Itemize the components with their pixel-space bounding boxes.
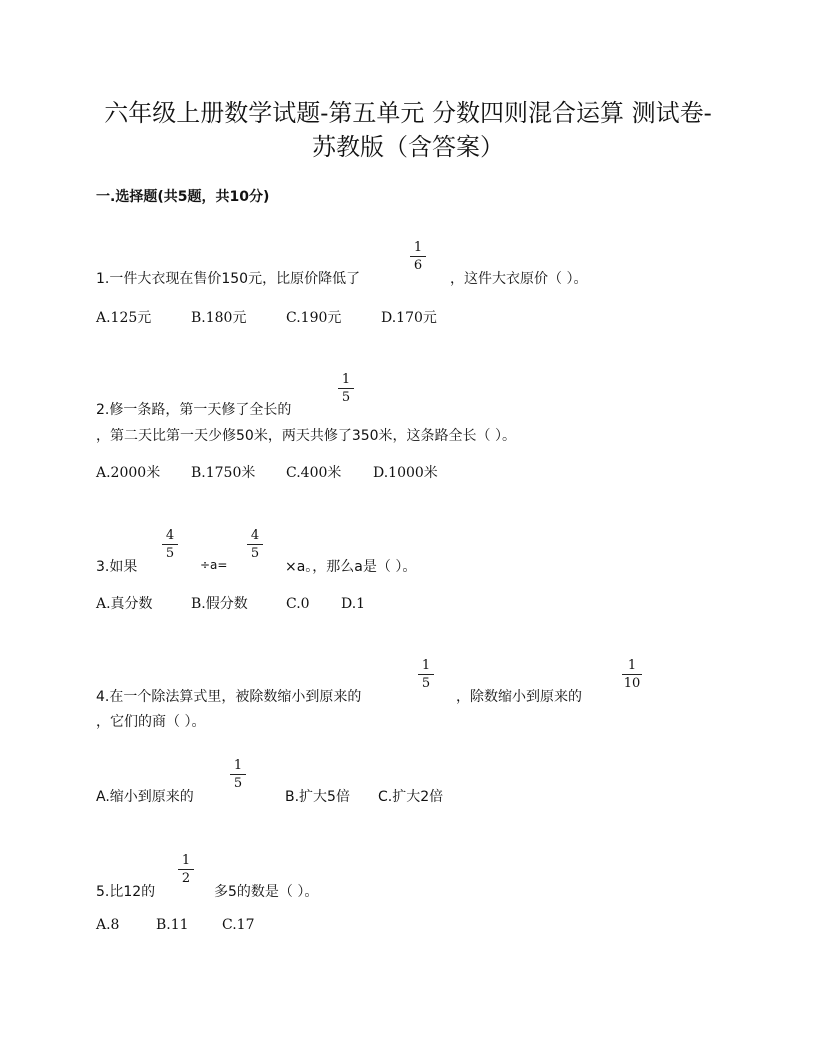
- section-heading: 一.选择题(共5题，共10分): [96, 189, 270, 205]
- q5-option-a[interactable]: A.8: [96, 917, 120, 933]
- title-line-2: 苏教版（含答案）: [312, 133, 504, 161]
- q3-frac2-num: 4: [250, 528, 260, 543]
- q4-option-c[interactable]: C.扩大2倍: [378, 789, 444, 805]
- q2-text-pre: 2.修一条路，第一天修了全长的: [96, 402, 292, 418]
- q5-frac-den: 2: [181, 871, 191, 886]
- q4-text-pre: 4.在一个除法算式里，被除数缩小到原来的: [96, 689, 362, 705]
- q1-text-pre: 1.一件大衣现在售价150元，比原价降低了: [96, 271, 361, 287]
- q1-frac-num: 1: [413, 240, 423, 255]
- q2-option-b[interactable]: B.1750米: [191, 465, 256, 481]
- q4-text-line2: ，它们的商（ ）。: [96, 714, 206, 730]
- fraction-bar: [247, 544, 263, 545]
- q2-frac-den: 5: [341, 390, 351, 405]
- q4-opta-frac-den: 5: [233, 776, 243, 791]
- q3-fraction-2: [243, 528, 267, 561]
- fraction-bar: [622, 674, 642, 675]
- q4-text-mid: ，除数缩小到原来的: [456, 689, 582, 705]
- document-title: [40, 96, 776, 164]
- q1-option-c[interactable]: C.190元: [286, 310, 342, 326]
- q1-text-post: ，这件大衣原价（ ）。: [450, 271, 588, 287]
- q1-option-b[interactable]: B.180元: [191, 310, 247, 326]
- q2-text-line2: ，第二天比第一天少修50米，两天共修了350米，这条路全长（ ）。: [96, 428, 516, 444]
- q5-option-c[interactable]: C.17: [222, 917, 255, 933]
- q3-frac2-den: 5: [250, 546, 260, 561]
- q3-text-mid: ÷a=: [200, 558, 228, 572]
- q3-option-d[interactable]: D.1: [341, 596, 366, 612]
- q2-options: [96, 462, 438, 482]
- q2-option-a[interactable]: A.2000米: [96, 465, 161, 481]
- q1-option-a[interactable]: A.125元: [96, 310, 152, 326]
- q3-option-b[interactable]: B.假分数: [191, 596, 248, 612]
- q4-option-a[interactable]: A.缩小到原来的: [96, 789, 194, 805]
- q3-frac1-den: 5: [165, 546, 175, 561]
- q4-frac1-den: 5: [421, 676, 431, 691]
- q2-frac-num: 1: [341, 372, 351, 387]
- title-line-1: 六年级上册数学试题-第五单元 分数四则混合运算 测试卷-: [104, 99, 712, 127]
- fraction-bar: [162, 544, 178, 545]
- fraction-bar: [178, 869, 194, 870]
- q1-frac-den: 6: [413, 258, 423, 273]
- q3-frac1-num: 4: [165, 528, 175, 543]
- q3-option-a[interactable]: A.真分数: [96, 596, 153, 612]
- fraction-bar: [230, 774, 246, 775]
- q4-fraction-1: [414, 658, 438, 691]
- q4-option-b[interactable]: B.扩大5倍: [285, 789, 350, 805]
- q3-text-post: ×a。，那么a是（ ）。: [285, 559, 417, 575]
- fraction-bar: [418, 674, 434, 675]
- q5-frac-num: 1: [181, 853, 191, 868]
- q5-text-post: 多5的数是（ ）。: [214, 884, 319, 900]
- q3-text-pre: 3.如果: [96, 559, 138, 575]
- q5-fraction: [174, 853, 198, 886]
- q4-opta-frac-num: 1: [233, 758, 243, 773]
- q3-fraction-1: [158, 528, 182, 561]
- q2-option-d[interactable]: D.1000米: [373, 465, 438, 481]
- q3-options: [96, 593, 365, 613]
- q5-text-pre: 5.比12的: [96, 884, 156, 900]
- q4-frac2-num: 1: [627, 658, 637, 673]
- fraction-bar: [338, 388, 354, 389]
- q4-option-a-fraction: [226, 758, 250, 791]
- q5-option-b[interactable]: B.11: [156, 917, 189, 933]
- q5-options: [96, 917, 254, 933]
- q4-fraction-2: [618, 658, 646, 691]
- q3-option-c[interactable]: C.0: [286, 596, 310, 612]
- q1-fraction: [406, 240, 430, 273]
- q2-fraction: [334, 372, 358, 405]
- q4-frac1-num: 1: [421, 658, 431, 673]
- q1-option-d[interactable]: D.170元: [381, 310, 437, 326]
- q1-options: [96, 307, 437, 327]
- q4-frac2-den: 10: [623, 676, 641, 691]
- fraction-bar: [410, 256, 426, 257]
- q2-option-c[interactable]: C.400米: [286, 465, 342, 481]
